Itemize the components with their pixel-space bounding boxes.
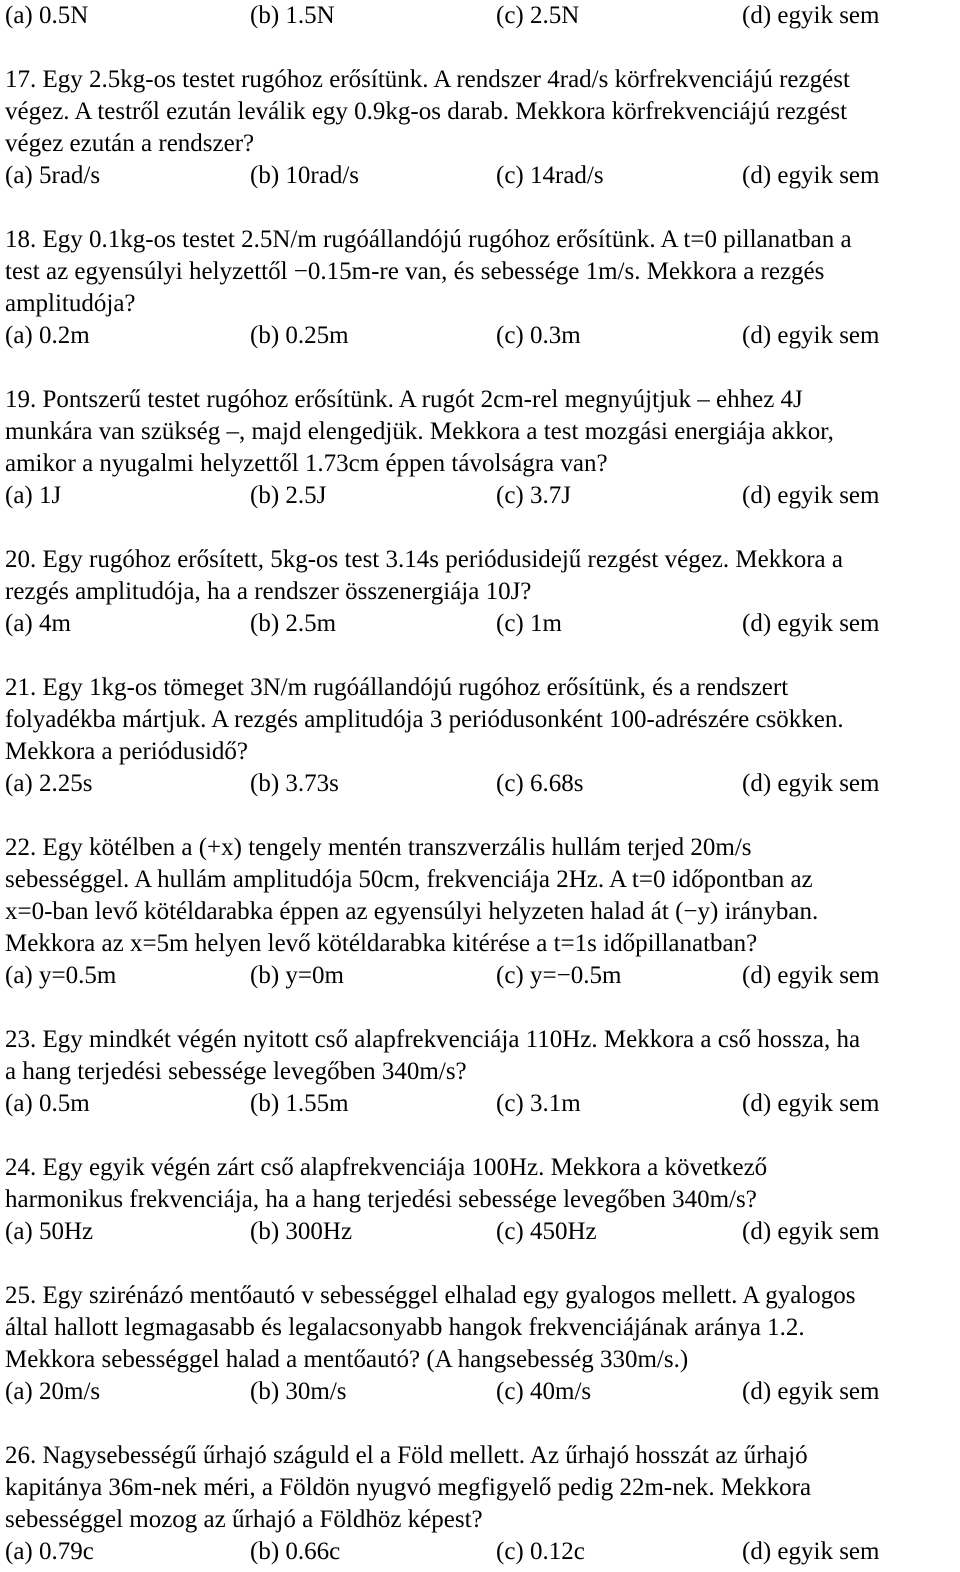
question-text-line: amikor a nyugalmi helyzettől 1.73cm éppen távolságra van? (5, 450, 608, 477)
question-text-line: 17. Egy 2.5kg-os testet rugóhoz erősítünk. A rendszer 4rad/s körfrekvenciájú rezgést (5, 66, 850, 93)
option-d: (d) egyik sem (742, 322, 880, 349)
question-block (5, 64, 955, 192)
question-spacer (5, 192, 955, 224)
option-d: (d) egyik sem (742, 1378, 880, 1405)
option-a: (a) 0.5N (5, 2, 89, 29)
question-text-line: a hang terjedési sebessége levegőben 340m/s? (5, 1058, 467, 1085)
option-b: (b) 300Hz (250, 1218, 353, 1245)
option-c: (c) 3.7J (496, 482, 571, 509)
question-block (5, 832, 955, 992)
question-text-line: test az egyensúlyi helyzettől −0.15m-re van, és sebessége 1m/s. Mekkora a rezgés (5, 258, 825, 285)
question-list (5, 32, 955, 1568)
question-text-line: 26. Nagysebességű űrhajó száguld el a Föld mellett. Az űrhajó hosszát az űrhajó (5, 1442, 808, 1469)
option-a: (a) 1J (5, 482, 62, 509)
question-text-line: 22. Egy kötélben a (+x) tengely mentén transzverzális hullám terjed 20m/s (5, 834, 752, 861)
question-text-line: x=0-ban levő kötéldarabka éppen az egyensúlyi helyzeten halad át (−y) irányban. (5, 898, 819, 925)
question-text-line: végez ezután a rendszer? (5, 130, 255, 157)
question-block (5, 384, 955, 512)
answer-options-row (5, 768, 955, 800)
option-c: (c) 40m/s (496, 1378, 592, 1405)
option-d: (d) egyik sem (742, 162, 880, 189)
option-b: (b) 10rad/s (250, 162, 359, 189)
question-block (5, 1440, 955, 1568)
question-text-line: Mekkora az x=5m helyen levő kötéldarabka kitérése a t=1s időpillanatban? (5, 930, 758, 957)
question-text-line: 25. Egy szirénázó mentőautó v sebességgel elhalad egy gyalogos mellett. A gyalogos (5, 1282, 856, 1309)
question-text-line: 18. Egy 0.1kg-os testet 2.5N/m rugóállandójú rugóhoz erősítünk. A t=0 pillanatban a (5, 226, 852, 253)
answer-options-row (5, 1536, 955, 1568)
top-options-row (5, 0, 955, 32)
option-c: (c) 2.5N (496, 2, 580, 29)
option-b: (b) 0.25m (250, 322, 349, 349)
question-text-line: sebességgel mozog az űrhajó a Földhöz képest? (5, 1506, 483, 1533)
question-text-line: Mekkora sebességgel halad a mentőautó? (A hangsebesség 330m/s.) (5, 1346, 689, 1373)
option-c: (c) 6.68s (496, 770, 584, 797)
question-text-line: kapitánya 36m-nek méri, a Földön nyugvó megfigyelő pedig 22m-nek. Mekkora (5, 1474, 812, 1501)
option-d: (d) egyik sem (742, 1538, 880, 1565)
answer-options-row (5, 1088, 955, 1120)
option-b: (b) 2.5m (250, 610, 337, 637)
question-text-line: 24. Egy egyik végén zárt cső alapfrekvenciája 100Hz. Mekkora a következő (5, 1154, 768, 1181)
question-text-line: végez. A testről ezután leválik egy 0.9kg-os darab. Mekkora körfrekvenciájú rezgést (5, 98, 848, 125)
answer-options-row (5, 480, 955, 512)
question-text-line: 20. Egy rugóhoz erősített, 5kg-os test 3.14s periódusidejű rezgést végez. Mekkora a (5, 546, 843, 573)
answer-options-row (5, 1216, 955, 1248)
document-page (5, 0, 955, 1568)
option-c: (c) 1m (496, 610, 562, 637)
question-spacer (5, 32, 955, 64)
answer-options-row (5, 960, 955, 992)
question-text-line: 21. Egy 1kg-os tömeget 3N/m rugóállandójú rugóhoz erősítünk, és a rendszert (5, 674, 789, 701)
question-text-line: sebességgel. A hullám amplitudója 50cm, frekvenciája 2Hz. A t=0 időpontban az (5, 866, 813, 893)
question-block (5, 1280, 955, 1408)
question-text-line: által hallott legmagasabb és legalacsonyabb hangok frekvenciájának aránya 1.2. (5, 1314, 805, 1341)
answer-options-row (5, 160, 955, 192)
question-text-line: harmonikus frekvenciája, ha a hang terjedési sebessége levegőben 340m/s? (5, 1186, 757, 1213)
option-c: (c) 0.3m (496, 322, 581, 349)
answer-options-row (5, 320, 955, 352)
question-text-line: 19. Pontszerű testet rugóhoz erősítünk. A rugót 2cm-rel megnyújtjuk – ehhez 4J (5, 386, 803, 413)
option-a: (a) 0.5m (5, 1090, 90, 1117)
question-spacer (5, 352, 955, 384)
option-a: (a) 2.25s (5, 770, 93, 797)
option-d: (d) egyik sem (742, 482, 880, 509)
option-d: (d) egyik sem (742, 2, 880, 29)
option-c: (c) 14rad/s (496, 162, 604, 189)
option-b: (b) 1.55m (250, 1090, 349, 1117)
question-spacer (5, 1408, 955, 1440)
question-spacer (5, 800, 955, 832)
question-text-line: rezgés amplitudója, ha a rendszer összenergiája 10J? (5, 578, 532, 605)
option-d: (d) egyik sem (742, 962, 880, 989)
option-b: (b) 1.5N (250, 2, 335, 29)
question-block (5, 1152, 955, 1248)
option-b: (b) 0.66c (250, 1538, 341, 1565)
option-c: (c) 450Hz (496, 1218, 597, 1245)
option-a: (a) 0.2m (5, 322, 90, 349)
option-d: (d) egyik sem (742, 1218, 880, 1245)
question-text-line: amplitudója? (5, 290, 136, 317)
option-c: (c) 3.1m (496, 1090, 581, 1117)
option-a: (a) 0.79c (5, 1538, 94, 1565)
answer-options-row (5, 1376, 955, 1408)
question-text-line: Mekkora a periódusidő? (5, 738, 248, 765)
question-spacer (5, 1248, 955, 1280)
option-c: (c) y=−0.5m (496, 962, 622, 989)
option-d: (d) egyik sem (742, 1090, 880, 1117)
question-text-line: folyadékba mártjuk. A rezgés amplitudója 3 periódusonként 100-adrészére csökken. (5, 706, 844, 733)
option-b: (b) 3.73s (250, 770, 339, 797)
question-spacer (5, 640, 955, 672)
question-block (5, 544, 955, 640)
option-d: (d) egyik sem (742, 610, 880, 637)
option-a: (a) 5rad/s (5, 162, 101, 189)
option-a: (a) 50Hz (5, 1218, 94, 1245)
question-block (5, 224, 955, 352)
option-b: (b) y=0m (250, 962, 344, 989)
question-text-line: 23. Egy mindkét végén nyitott cső alapfrekvenciája 110Hz. Mekkora a cső hossza, ha (5, 1026, 861, 1053)
answer-options-row (5, 608, 955, 640)
option-b: (b) 30m/s (250, 1378, 347, 1405)
option-c: (c) 0.12c (496, 1538, 585, 1565)
option-a: (a) 20m/s (5, 1378, 101, 1405)
question-block (5, 1024, 955, 1120)
question-spacer (5, 992, 955, 1024)
question-text-line: munkára van szükség –, majd elengedjük. Mekkora a test mozgási energiája akkor, (5, 418, 834, 445)
option-b: (b) 2.5J (250, 482, 327, 509)
question-spacer (5, 1120, 955, 1152)
option-a: (a) y=0.5m (5, 962, 117, 989)
question-block (5, 672, 955, 800)
option-d: (d) egyik sem (742, 770, 880, 797)
question-spacer (5, 512, 955, 544)
option-a: (a) 4m (5, 610, 71, 637)
